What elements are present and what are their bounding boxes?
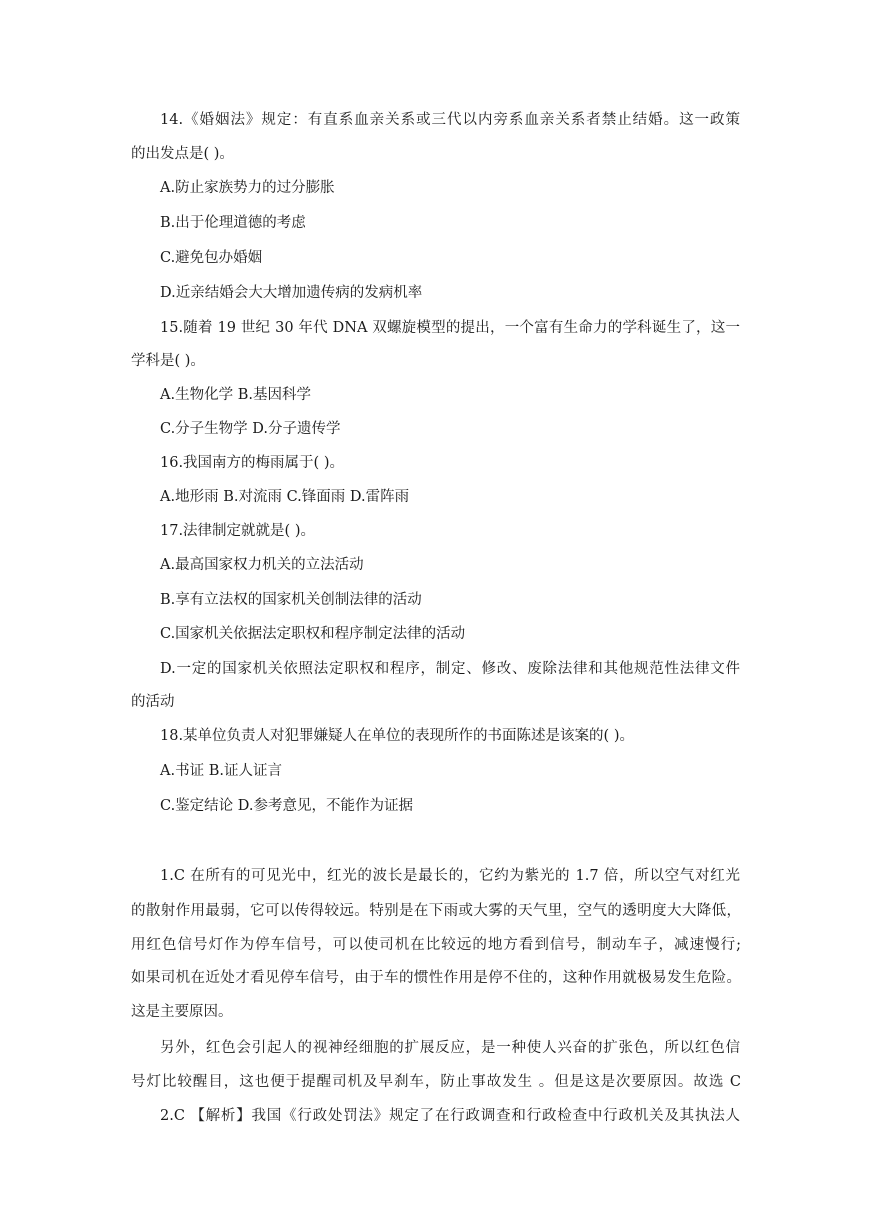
question-15-options-row-2: C.分子生物学 D.分子遗传学 — [160, 421, 341, 437]
question-17-option-d-line-2: 的活动 — [131, 694, 175, 710]
question-15-options-row-1: A.生物化学 B.基因科学 — [160, 387, 311, 403]
question-18-options-row-1: A.书证 B.证人证言 — [160, 763, 282, 779]
question-15-stem-line-2: 学科是( )。 — [131, 353, 205, 369]
question-17-option-c: C.国家机关依据法定职权和程序制定法律的活动 — [160, 626, 466, 642]
question-15-stem-line-1: 15.随着 19 世纪 30 年代 DNA 双螺旋模型的提出，一个富有生命力的学科诞生了，这一 — [160, 320, 740, 336]
question-14-stem-line-2: 的出发点是( )。 — [131, 146, 234, 162]
answer-1-line-1: 1.C 在所有的可见光中，红光的波长是最长的，它约为紫光的 1.7 倍，所以空气对红光 — [160, 868, 740, 884]
answer-2-line-1: 2.C 【解析】我国《行政处罚法》规定了在行政调查和行政检查中行政机关及其执法人 — [160, 1108, 740, 1124]
answer-1-line-5: 这是主要原因。 — [131, 1004, 233, 1020]
question-18-options-row-2: C.鉴定结论 D.参考意见，不能作为证据 — [160, 798, 414, 814]
answer-1-line-4: 如果司机在近处才看见停车信号，由于车的惯性作用是停不住的，这种作用就极易发生危险。 — [131, 970, 741, 986]
answer-1-line-3: 用红色信号灯作为停车信号，可以使司机在比较远的地方看到信号，制动车子，减速慢行; — [131, 937, 741, 953]
question-14-option-d: D.近亲结婚会大大增加遗传病的发病机率 — [160, 285, 423, 301]
question-16-options: A.地形雨 B.对流雨 C.锋面雨 D.雷阵雨 — [160, 489, 410, 505]
question-17-option-a: A.最高国家权力机关的立法活动 — [160, 557, 364, 573]
question-14-option-b: B.出于伦理道德的考虑 — [160, 215, 306, 231]
answer-1-line-2: 的散射作用最弱，它可以传得较远。特别是在下雨或大雾的天气里，空气的透明度大大降低， — [131, 903, 741, 919]
answer-1-line-7: 号灯比较醒目，这也便于提醒司机及早刹车，防止事故发生 。但是这是次要原因。故选 C — [131, 1074, 741, 1090]
question-14-stem-line-1: 14.《婚姻法》规定：有直系血亲关系或三代以内旁系血亲关系者禁止结婚。这一政策 — [160, 112, 740, 128]
question-14-option-a: A.防止家族势力的过分膨胀 — [160, 180, 335, 196]
question-17-option-b: B.享有立法权的国家机关创制法律的活动 — [160, 592, 422, 608]
question-18-stem: 18.某单位负责人对犯罪嫌疑人在单位的表现所作的书面陈述是该案的( )。 — [160, 728, 634, 744]
question-17-stem: 17.法律制定就就是( )。 — [160, 523, 315, 539]
answer-1-line-6: 另外，红色会引起人的视神经细胞的扩展反应，是一种使人兴奋的扩张色，所以红色信 — [160, 1040, 740, 1056]
question-14-option-c: C.避免包办婚姻 — [160, 250, 263, 266]
question-16-stem: 16.我国南方的梅雨属于( )。 — [160, 455, 344, 471]
question-17-option-d-line-1: D.一定的国家机关依照法定职权和程序，制定、修改、废除法律和其他规范性法律文件 — [160, 661, 740, 677]
